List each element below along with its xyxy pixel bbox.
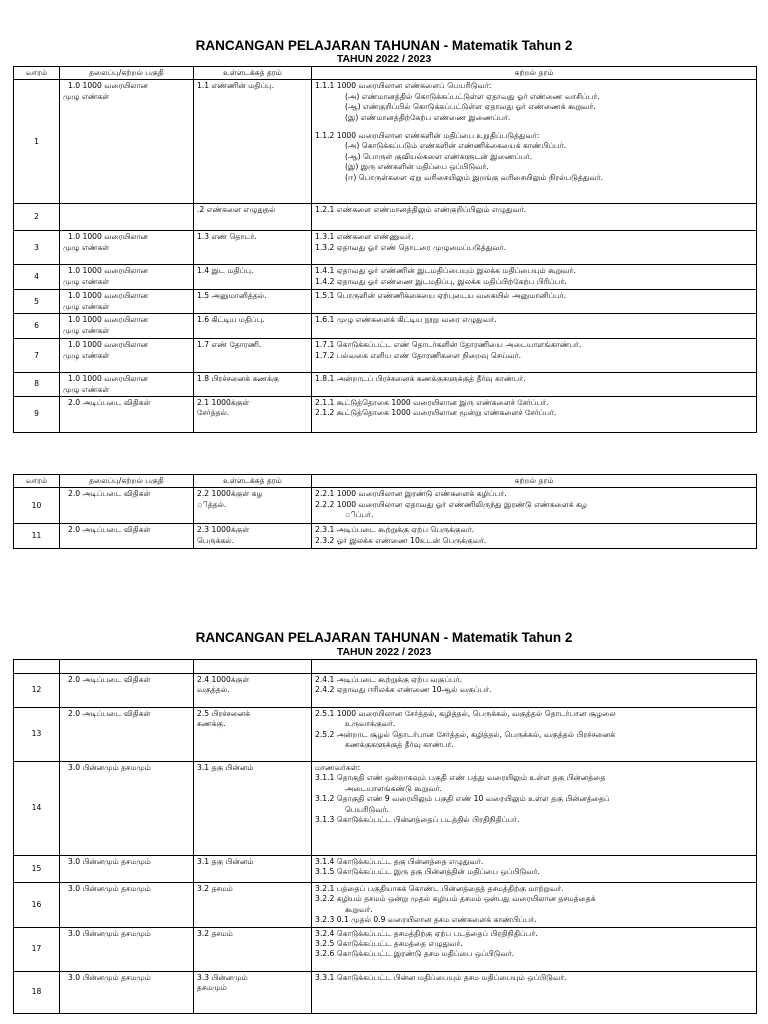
table-row <box>14 373 757 397</box>
learning-line: 3.2.3 0.1 முதல் 0.9 வரையிலான தசம எண்களைக் காண்பிப்பர். <box>315 915 537 925</box>
table-row <box>14 971 757 1013</box>
table-row <box>14 927 757 971</box>
learning-standard-cell <box>312 524 757 549</box>
learning-line: 1.2.1 எண்களை எண்மானத்திலும் எண்குறிப்பிலும் எழுதுவர். <box>315 205 527 215</box>
topic-line: முழு எண்கள் <box>63 325 110 335</box>
table-row <box>14 488 757 524</box>
week-cell: 2 <box>14 204 60 231</box>
table-row <box>14 204 757 231</box>
learning-line: 2.3.1 அடிப்படை கூற்றுக்கு ஏற்ப பெருக்குவர். <box>315 525 475 535</box>
content-standard-cell <box>194 80 312 204</box>
page-title: RANCANGAN PELAJARAN TAHUNAN - Matematik Tahun 2 <box>195 38 573 53</box>
content-standard-cell <box>194 373 312 397</box>
content-line: .2 எண்களை எழுதுதல் <box>197 205 276 215</box>
table-row <box>14 762 757 856</box>
topic-cell <box>60 971 194 1013</box>
learning-line: 2.1.1 கூட்டுத்தொகை 1000 வரையிலான இரு எண்களைச் சேர்ப்பர். <box>315 398 549 408</box>
header-empty-content <box>194 660 312 674</box>
learning-line: உருவாக்குவர். <box>345 719 396 729</box>
learning-standard-cell <box>312 971 757 1013</box>
learning-line: 1.5.1 பொருளின் எண்ணிக்கையை ஏற்புடைய வகையில் அனுமானிப்பர். <box>315 291 567 301</box>
table-row <box>14 883 757 928</box>
content-line: 1.4 இட மதிப்பு. <box>197 266 254 276</box>
lesson-plan-table-1 <box>13 66 757 433</box>
content-standard-cell <box>194 524 312 549</box>
topic-line: முழு எண்கள் <box>63 91 110 101</box>
topic-cell <box>60 708 194 762</box>
content-line: தசமமும் <box>197 983 227 993</box>
content-line: 2.2 1000க்குள் கழ <box>197 489 263 499</box>
table-row <box>14 708 757 762</box>
header-content-standard: உள்ளடக்கத் தரம் <box>194 67 312 80</box>
topic-line: 2.0 அடிப்படை விதிகள் <box>68 489 151 499</box>
content-standard-cell <box>194 290 312 314</box>
week-cell: 15 <box>14 856 60 883</box>
week-cell: 8 <box>14 373 60 397</box>
content-line: சேர்த்தல். <box>197 408 230 418</box>
learning-line: அடையாளங்கண்டு கூறுவர். <box>345 783 442 793</box>
learning-standard-cell <box>312 397 757 433</box>
content-line: 2.5 பிரச்சனைக் <box>197 709 251 718</box>
learning-standard-cell <box>312 674 757 708</box>
topic-line: 3.0 பின்னமும் தசமமும் <box>68 857 151 866</box>
content-line: 1.3 எண் தொடர். <box>197 232 257 242</box>
week-cell: 6 <box>14 314 60 339</box>
topic-line: முழு எண்கள் <box>63 242 110 252</box>
learning-line: (ஈ) பொருள்களை ஏறு வரிசையிலும் இறங்கு வரிசையிலும் நிரல்படுத்துவர். <box>345 172 604 182</box>
topic-cell <box>60 231 194 265</box>
week-cell: 7 <box>14 339 60 373</box>
content-standard-cell <box>194 314 312 339</box>
table-row <box>14 397 757 433</box>
lesson-plan-table-2 <box>13 474 757 549</box>
page-year: TAHUN 2022 / 2023 <box>336 53 432 65</box>
learning-line: 2.4.1 அடிப்படை கூற்றுக்கு ஏற்ப வகுப்பர். <box>315 675 463 684</box>
learning-line: 2.2.1 1000 வரையிலான இரண்டு எண்களைக் கழிப்பர். <box>315 489 507 499</box>
content-standard-cell <box>194 674 312 708</box>
week-cell: 11 <box>14 524 60 549</box>
content-standard-cell <box>194 204 312 231</box>
topic-cell <box>60 373 194 397</box>
learning-line: (ஆ) எண்குறிப்பில் கொடுக்கப்பட்டுள்ள ஏதாவது ஓர் எண்ணைக் கூறுவர். <box>345 102 596 112</box>
learning-line: 2.4.2 ஏதாவது ஈரிலக்க எண்ணை 10ஆல் வகுப்பர். <box>315 685 492 695</box>
learning-line: 3.2.5 கொடுக்கப்பட்ட தசமத்தை எழுதுவர். <box>315 939 463 949</box>
learning-line: 1.3.2 ஏதாவது ஓர் எண் தொடரை முழுமைப்படுத்துவர். <box>315 242 507 252</box>
table-row <box>14 80 757 204</box>
topic-line: 1.0 1000 வரையிலான <box>68 266 149 276</box>
learning-standard-cell <box>312 488 757 524</box>
topic-line: 2.0 அடிப்படை விதிகள் <box>68 398 151 408</box>
content-line: 2.1 1000க்குள் <box>197 398 250 408</box>
learning-line: 1.6.1 முழு எண்களைக் கிட்டிய நூறு வரை எழுதுவர். <box>315 315 497 325</box>
topic-line <box>63 205 190 213</box>
content-line: 3.3 பின்னமும் <box>197 972 248 982</box>
topic-line: 1.0 1000 வரையிலான <box>68 374 149 384</box>
topic-cell <box>60 883 194 928</box>
topic-line: முழு எண்கள் <box>63 384 110 394</box>
header-content-standard: உள்ளடக்கத் தரம் <box>194 475 312 488</box>
topic-cell <box>60 397 194 433</box>
topic-line: 3.0 பின்னமும் தசமமும் <box>68 884 151 893</box>
content-line: 2.3 1000க்குள் <box>197 525 250 535</box>
week-cell: 16 <box>14 883 60 928</box>
learning-standard-cell <box>312 339 757 373</box>
learning-line: 1.4.1 ஏதாவது ஓர் எண்ணின் இடமதிப்பையும் இலக்க மதிப்பையும் கூறுவர். <box>315 266 576 276</box>
topic-line: 1.0 1000 வரையிலான <box>68 315 149 325</box>
learning-line: 1.1.2 1000 வரையிலான எண்களின் மதிப்பை உறுதிப்படுத்துவர்: <box>315 131 540 141</box>
learning-line: 1.1.1 1000 வரையிலான எண்களைப் பெயரிடுவர்: <box>315 81 492 91</box>
topic-line: முழு எண்கள் <box>63 276 110 286</box>
week-cell: 18 <box>14 971 60 1013</box>
topic-cell <box>60 290 194 314</box>
week-cell: 1 <box>14 80 60 204</box>
learning-line: 2.5.2 அன்றாட சூழல் தொடர்பான சேர்த்தல், கழித்தல், பெருக்கல், வகுத்தல் பிரச்சனைக் <box>315 729 616 739</box>
content-standard-cell <box>194 883 312 928</box>
topic-cell <box>60 856 194 883</box>
table-row <box>14 524 757 549</box>
content-line: 3.1 தகு பின்னம் <box>197 857 254 866</box>
topic-cell <box>60 674 194 708</box>
topic-cell <box>60 314 194 339</box>
learning-line: 3.2.4 கொடுக்கப்பட்ட தசமத்திற்கு ஏற்ப படத்தைப் பிரதிநிதிப்பர். <box>315 928 538 938</box>
content-line: கணக்கு. <box>197 719 226 729</box>
table-row <box>14 314 757 339</box>
learning-standard-cell <box>312 265 757 290</box>
table-row <box>14 231 757 265</box>
header-topic: தலைப்பு/கற்றல் பகுதி <box>60 475 194 488</box>
learning-line: (அ) எண்மானத்தில் கொடுக்கப்பட்டுள்ள ஏதாவது ஓர் எண்ணை வாசிப்பர். <box>345 91 600 101</box>
learning-standard-cell <box>312 708 757 762</box>
topic-line: 2.0 அடிப்படை விதிகள் <box>68 709 151 718</box>
topic-line: 1.0 1000 வரையிலான <box>68 232 149 242</box>
content-standard-cell <box>194 488 312 524</box>
learning-line: 3.1.4 கொடுக்கப்பட்ட தகு பின்னத்தை எழுதுவர். <box>315 857 484 866</box>
content-standard-cell <box>194 339 312 373</box>
topic-cell <box>60 762 194 856</box>
learning-line: கூறுவர். <box>345 904 373 914</box>
topic-cell <box>60 927 194 971</box>
learning-line: 3.1.5 கொடுக்கப்பட்ட இரு தகு பின்னத்தின் மதிப்பை ஒப்பிடுவர். <box>315 867 540 877</box>
learning-standard-cell <box>312 204 757 231</box>
topic-line: முழு எண்கள் <box>63 301 110 311</box>
learning-standard-cell <box>312 314 757 339</box>
topic-line: 2.0 அடிப்படை விதிகள் <box>68 525 151 535</box>
content-line: 3.1 தகு பின்னம் <box>197 763 254 772</box>
topic-line: 1.0 1000 வரையிலான <box>68 340 149 350</box>
learning-line: 3.2.6 கொடுக்கப்பட்ட இரண்டு தசம மதிப்பை ஒப்பிடுவர். <box>315 949 515 959</box>
topic-cell <box>60 524 194 549</box>
header-empty-week <box>14 660 60 674</box>
learning-line: 3.2.2 சுழியம் தசமம் ஒன்று முதல் சுழியம் தசமம் ஒன்பது வரையிலான தசமத்தைக் <box>315 894 596 904</box>
learning-standard-cell <box>312 231 757 265</box>
week-cell: 10 <box>14 488 60 524</box>
content-line: 1.6 கிட்டிய மதிப்பு. <box>197 315 265 325</box>
learning-line: (இ) இரு எண்களின் மதிப்பை ஒப்பிடுவர். <box>345 162 489 172</box>
content-line: 1.8 பிரச்சனைக் கணக்கு <box>197 374 279 384</box>
header-empty-topic <box>60 660 194 674</box>
content-standard-cell <box>194 971 312 1013</box>
content-line: 3.2 தசமம் <box>197 928 233 938</box>
header-empty-learning <box>312 660 757 674</box>
content-line: 1.1 எண்ணின் மதிப்பு. <box>197 81 275 91</box>
topic-line: முழு எண்கள் <box>63 350 110 360</box>
page-year-2: TAHUN 2022 / 2023 <box>336 646 432 658</box>
learning-line: 1.7.2 பல்வகை எளிய எண் தோரணிகளை நிறைவு செய்வர். <box>315 350 522 360</box>
learning-line: 2.2.2 1000 வரையிலான ஏதாவது ஓர் எண்ணிலிருந்து இரண்டு எண்களைக் கழ <box>315 499 587 509</box>
learning-line: 3.1.1 தொகுதி எண் ஒன்றாகவும் பகுதி எண் பத்து வரையிலும் உள்ள தகு பின்னத்தை <box>315 773 606 783</box>
header-week: வாரம் <box>14 475 60 488</box>
table-row <box>14 339 757 373</box>
learning-line: 2.1.2 கூட்டுத்தொகை 1000 வரையிலான மூன்று எண்களைச் சேர்ப்பர். <box>315 408 557 418</box>
learning-standard-cell <box>312 927 757 971</box>
table-row <box>14 856 757 883</box>
week-cell: 4 <box>14 265 60 290</box>
header-learning-standard: கற்றல் தரம் <box>312 475 757 488</box>
learning-line: 3.2.1 பத்தைப் பகுதியாகக் கொண்ட பின்னத்தைத் தசமத்திற்கு மாற்றுவர். <box>315 884 564 893</box>
learning-line: 1.4.2 ஏதாவது ஓர் எண்ணை இடமதிப்பு, இலக்க மதிப்பிற்கேற்ப பிரிப்பர். <box>315 276 567 286</box>
content-line: 2.4 1000க்குள் <box>197 675 250 684</box>
content-line: 1.5 அனுமானித்தல். <box>197 291 267 301</box>
header-learning-standard: கற்றல் தரம் <box>312 67 757 80</box>
table-row <box>14 674 757 708</box>
topic-line: 3.0 பின்னமும் தசமமும் <box>68 763 151 772</box>
lesson-plan-table-3 <box>13 659 757 1014</box>
content-standard-cell <box>194 231 312 265</box>
topic-line: 3.0 பின்னமும் தசமமும் <box>68 928 151 938</box>
learning-line: மாணவர்கள்: <box>315 763 361 772</box>
page-title-2: RANCANGAN PELAJARAN TAHUNAN - Matematik Tahun 2 <box>195 630 573 645</box>
topic-line: 1.0 1000 வரையிலான <box>68 81 149 91</box>
learning-line: கணக்குகளுக்குத் தீர்வு காண்பர். <box>345 740 454 750</box>
topic-cell <box>60 80 194 204</box>
learning-line: (ஆ) பொருள் குவியல்களை எண்களுடன் இணைப்பர். <box>345 151 533 161</box>
topic-cell <box>60 488 194 524</box>
learning-line: பெயரிடுவர். <box>345 804 389 814</box>
week-cell: 14 <box>14 762 60 856</box>
learning-line: 2.3.2 ஓர் இலக்க எண்ணை 10உடன் பெருக்குவர். <box>315 535 487 545</box>
content-line: பெருக்கல். <box>197 535 235 545</box>
content-standard-cell <box>194 856 312 883</box>
header-topic: தலைப்பு/கற்றல் பகுதி <box>60 67 194 80</box>
table-row <box>14 290 757 314</box>
learning-line: (இ) எண்மானத்திற்கேற்ப எண்ணை இணைப்பர். <box>345 112 511 122</box>
learning-line: 2.5.1 1000 வரையிலான சேர்த்தல், கழித்தல், பெருக்கல், வகுத்தல் தொடர்பான சூழலை <box>315 709 616 718</box>
week-cell: 5 <box>14 290 60 314</box>
topic-cell <box>60 265 194 290</box>
week-cell: 17 <box>14 927 60 971</box>
topic-line: 1.0 1000 வரையிலான <box>68 291 149 301</box>
content-standard-cell <box>194 708 312 762</box>
learning-standard-cell <box>312 290 757 314</box>
content-standard-cell <box>194 927 312 971</box>
learning-line: (அ) கொடுக்கப்படும் எண்களின் எண்ணிக்கையைக் காண்பிப்பர். <box>345 141 567 151</box>
table-row <box>14 265 757 290</box>
learning-standard-cell <box>312 762 757 856</box>
learning-line: 3.1.3 கொடுக்கப்பட்ட பின்னத்தைப் படத்தில் பிரதிநிதிப்பர். <box>315 815 520 825</box>
content-line: வகுத்தல். <box>197 685 230 695</box>
content-line: 3.2 தசமம் <box>197 884 233 893</box>
topic-line: 2.0 அடிப்படை விதிகள் <box>68 675 151 684</box>
learning-line: 1.3.1 எண்களை எண்ணுவர். <box>315 232 414 242</box>
learning-line: 3.3.1 கொடுக்கப்பட்ட பின்ன மதிப்பையும் தசம மதிப்பையும் ஒப்பிடுவர். <box>315 972 567 982</box>
learning-line: 3.1.2 தொகுதி எண் 9 வரையிலும் பகுதி எண் 10 வரையிலும் உள்ள தகு பின்னத்தைப் <box>315 794 610 804</box>
week-cell: 13 <box>14 708 60 762</box>
learning-line <box>315 123 753 131</box>
topic-line: 3.0 பின்னமும் தசமமும் <box>68 972 151 982</box>
learning-line: 1.8.1 அன்றாடப் பிரச்சனைக் கணக்குகளுக்குத் தீர்வு காண்பர். <box>315 374 526 384</box>
week-cell: 3 <box>14 231 60 265</box>
learning-standard-cell <box>312 80 757 204</box>
learning-standard-cell <box>312 883 757 928</box>
topic-cell <box>60 204 194 231</box>
content-line: 1.7 எண் தோரணி. <box>197 340 262 350</box>
learning-standard-cell <box>312 856 757 883</box>
content-standard-cell <box>194 265 312 290</box>
learning-standard-cell <box>312 373 757 397</box>
content-line: ித்தல். <box>197 499 227 509</box>
learning-line: ிப்பர். <box>345 510 374 520</box>
topic-cell <box>60 339 194 373</box>
learning-line: 1.7.1 கொடுக்கப்பட்ட எண் தொடர்களின் தோரணியை அடையாளங்காண்பர். <box>315 340 582 350</box>
week-cell: 12 <box>14 674 60 708</box>
content-standard-cell <box>194 397 312 433</box>
content-standard-cell <box>194 762 312 856</box>
week-cell: 9 <box>14 397 60 433</box>
header-week: வாரம் <box>14 67 60 80</box>
